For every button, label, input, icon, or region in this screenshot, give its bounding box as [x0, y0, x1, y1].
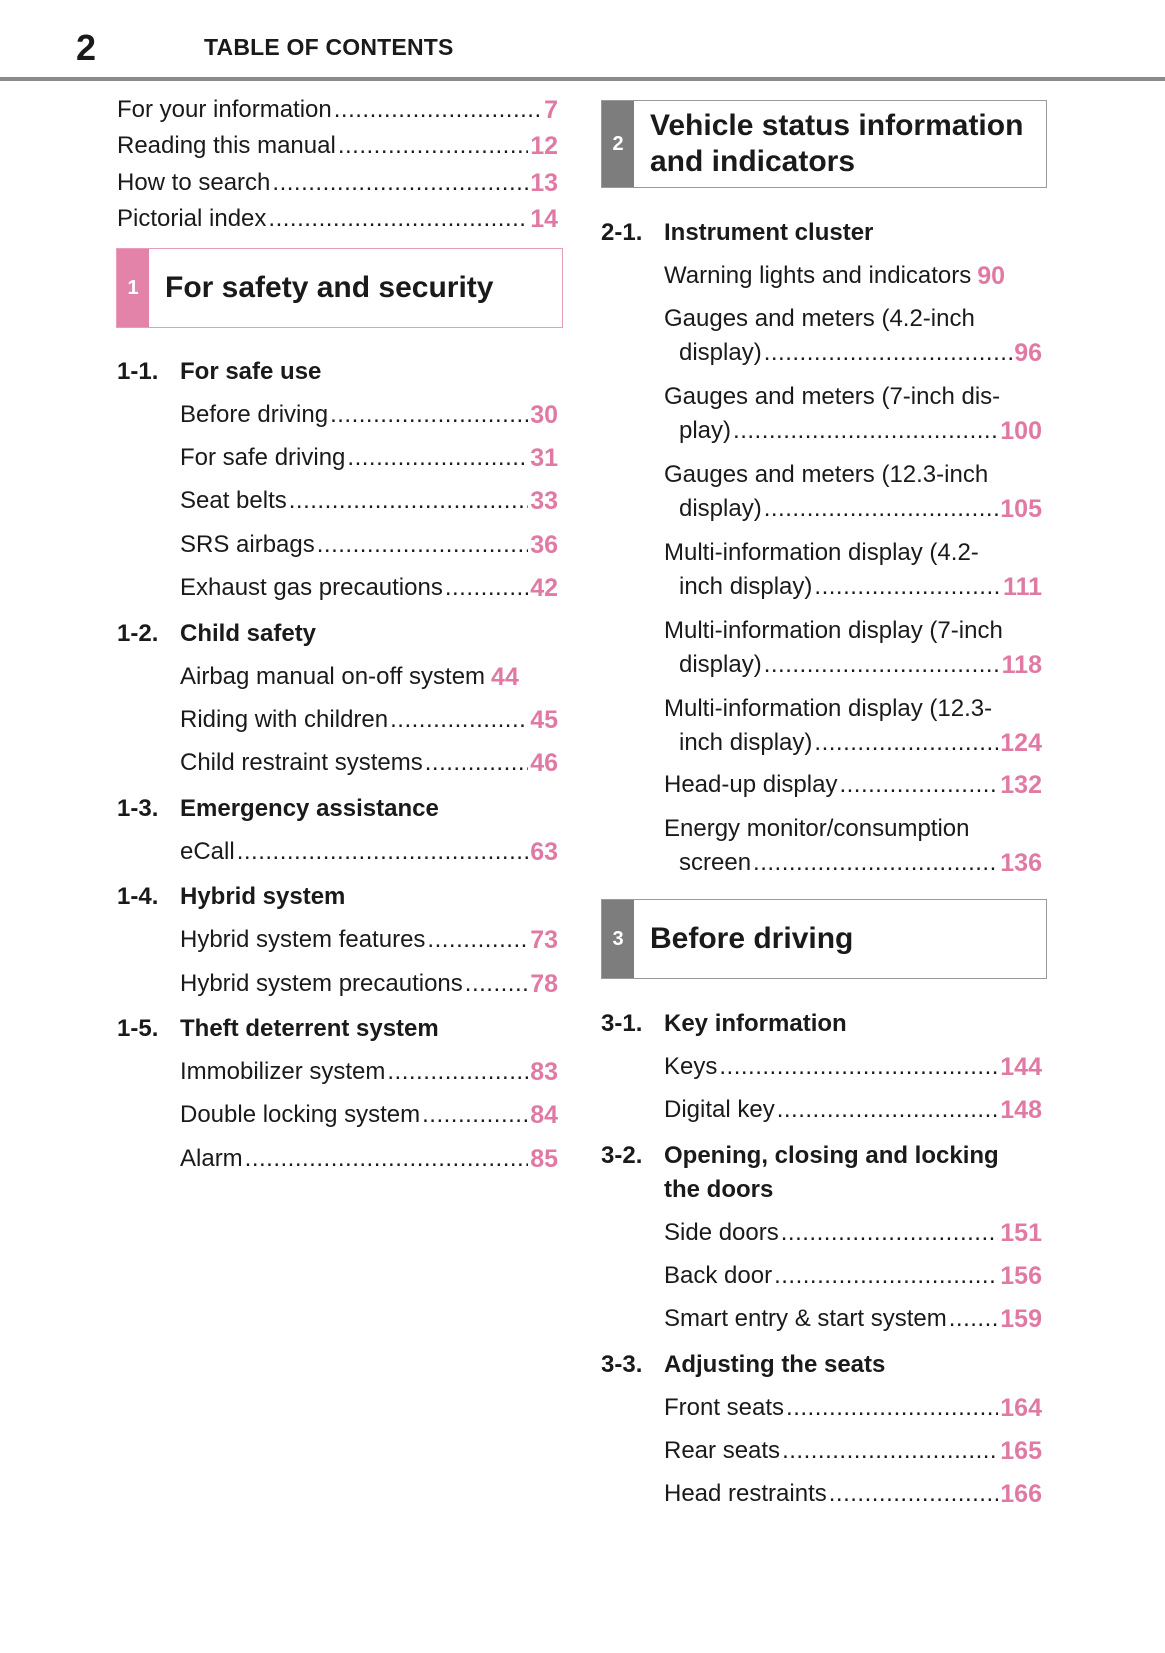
chapter-title-line1: Vehicle status information [650, 109, 1024, 142]
page-link[interactable]: 165 [1000, 1437, 1042, 1465]
entry-label: Airbag manual on-off system [180, 663, 486, 690]
entry-label-line1: Gauges and meters (4.2-inch [664, 305, 975, 332]
entry-label: Front seats [664, 1394, 785, 1421]
entry-label: Child restraint systems [180, 749, 423, 776]
page-link[interactable]: 105 [1000, 495, 1042, 523]
page-link[interactable]: 132 [1000, 771, 1042, 799]
toc-entry[interactable] [180, 528, 558, 562]
entry-label: Alarm [180, 1145, 243, 1172]
page-link[interactable]: 13 [530, 169, 558, 197]
dot-leader [245, 1142, 529, 1176]
dot-leader [781, 1216, 999, 1250]
toc-entry[interactable] [664, 1259, 1042, 1293]
entry-label: Head-up display [664, 771, 838, 798]
entry-label-line1: Multi-information display (7-inch [664, 617, 1003, 644]
toc-entry[interactable] [679, 648, 1042, 682]
chapter-2-header[interactable] [601, 100, 1047, 188]
section-title: Child safety [180, 620, 317, 647]
chapter-number-tab: 2 [602, 101, 634, 187]
dot-leader [814, 570, 1001, 604]
chapter-title [634, 101, 1023, 187]
entry-label: display) [679, 651, 762, 678]
section-heading-3-2[interactable] [601, 1139, 999, 1207]
entry-label-line1: Gauges and meters (12.3-inch [664, 461, 989, 488]
page-link[interactable]: 159 [1000, 1305, 1042, 1333]
section-title [664, 1139, 999, 1207]
page-link[interactable]: 14 [530, 205, 558, 233]
page-link[interactable]: 118 [1001, 651, 1042, 679]
page-link[interactable]: 111 [1003, 573, 1042, 601]
entry-label: Back door [664, 1262, 773, 1289]
section-number: 3-1. [601, 1010, 643, 1037]
page-link[interactable]: 164 [1000, 1394, 1042, 1422]
dot-leader [777, 1093, 999, 1127]
entry-label-line1: Energy monitor/consumption [664, 815, 970, 842]
entry-label: Reading this manual [117, 132, 336, 159]
toc-entry[interactable] [664, 1302, 1042, 1336]
entry-label-line1: Multi-information display (4.2- [664, 539, 979, 566]
dot-leader [445, 571, 528, 605]
entry-label: Warning lights and indicators [664, 262, 972, 289]
entry-label: Hybrid system features [180, 926, 426, 953]
toc-entry[interactable] [664, 1477, 1042, 1511]
section-number: 1-1. [117, 358, 159, 385]
toc-entry-how-to-search[interactable] [117, 166, 558, 200]
chapter-1-header[interactable] [116, 248, 563, 328]
entry-label: play) [679, 417, 732, 444]
entry-label: screen [679, 849, 752, 876]
dot-leader [338, 129, 528, 163]
page-link[interactable]: 100 [1000, 417, 1042, 445]
page-link[interactable]: 7 [544, 96, 558, 124]
toc-entry[interactable] [180, 441, 558, 475]
toc-entry[interactable] [180, 923, 558, 957]
entry-label: Double locking system [180, 1101, 421, 1128]
dot-leader [317, 528, 528, 562]
toc-entry[interactable] [180, 1098, 558, 1132]
section-title: Emergency assistance [180, 795, 439, 822]
entry-label: Digital key [664, 1096, 775, 1123]
page-link[interactable]: 33 [530, 487, 558, 515]
section-heading-1-4[interactable] [117, 880, 345, 914]
section-heading-3-1[interactable] [601, 1007, 847, 1041]
toc-entry[interactable] [180, 1055, 558, 1089]
chapter-title: For safety and security [165, 271, 494, 304]
page-link[interactable]: 124 [1000, 729, 1042, 757]
page-link[interactable]: 84 [530, 1101, 558, 1129]
dot-leader [268, 202, 528, 236]
entry-label: display) [679, 339, 762, 366]
dot-leader [465, 967, 528, 1001]
chapter-title: Before driving [650, 922, 854, 955]
entry-label: Head restraints [664, 1480, 827, 1507]
dot-leader [764, 336, 1012, 370]
entry-label: For your information [117, 96, 332, 123]
entry-label: eCall [180, 838, 235, 865]
entry-label: Pictorial index [117, 205, 267, 232]
page-link[interactable]: 12 [530, 132, 558, 160]
page-link[interactable]: 36 [530, 531, 558, 559]
dot-leader [427, 923, 528, 957]
page-link[interactable]: 144 [1000, 1053, 1042, 1081]
dot-leader [289, 484, 528, 518]
page-link[interactable]: 46 [530, 749, 558, 777]
toc-entry[interactable] [180, 484, 558, 518]
toc-entry[interactable] [664, 768, 1042, 802]
dot-leader [334, 93, 542, 127]
dot-leader [949, 1302, 999, 1336]
dot-leader [347, 441, 528, 475]
toc-entry[interactable] [664, 1050, 1042, 1084]
toc-entry-reading-this-manual[interactable] [117, 129, 558, 163]
dot-leader [839, 768, 998, 802]
section-heading-1-5[interactable] [117, 1012, 439, 1046]
section-heading-2-1[interactable] [601, 216, 873, 250]
toc-entry[interactable] [664, 1391, 1042, 1425]
entry-label: Seat belts [180, 487, 287, 514]
dot-leader [753, 846, 998, 880]
dot-leader [272, 166, 528, 200]
section-title: Hybrid system [180, 883, 346, 910]
section-title: For safe use [180, 358, 322, 385]
entry-label: Keys [664, 1053, 718, 1080]
entry-label: How to search [117, 169, 271, 196]
page-link[interactable]: 136 [1000, 849, 1042, 877]
dot-leader [330, 398, 528, 432]
page-link[interactable]: 151 [1000, 1219, 1042, 1247]
toc-entry[interactable] [679, 414, 1042, 448]
header-divider [0, 77, 1165, 81]
toc-entry[interactable] [679, 846, 1042, 880]
toc-entry[interactable] [180, 703, 558, 737]
dot-leader [786, 1391, 998, 1425]
dot-leader [422, 1098, 528, 1132]
entry-label: inch display) [679, 573, 813, 600]
toc-entry[interactable] [679, 492, 1042, 526]
section-title: Instrument cluster [664, 219, 874, 246]
page-link[interactable]: 96 [1014, 339, 1042, 367]
entry-label: Smart entry & start system [664, 1305, 947, 1332]
toc-entry[interactable] [180, 1142, 558, 1176]
section-title-line1: Opening, closing and locking [664, 1142, 999, 1169]
toc-entry[interactable] [180, 660, 558, 694]
section-number: 1-2. [117, 620, 159, 647]
dot-leader [782, 1434, 998, 1468]
entry-label-line1: Gauges and meters (7-inch dis- [664, 383, 1001, 410]
page-link[interactable]: 156 [1000, 1262, 1042, 1290]
chapter-title-line2: and indicators [650, 145, 856, 178]
dot-leader [774, 1259, 998, 1293]
entry-label: Side doors [664, 1219, 779, 1246]
page-link[interactable]: 83 [530, 1058, 558, 1086]
entry-label: Exhaust gas precautions [180, 574, 443, 601]
page-link[interactable]: 30 [530, 401, 558, 429]
dot-leader [764, 492, 999, 526]
page-link[interactable]: 42 [530, 574, 558, 602]
dot-leader [390, 703, 528, 737]
entry-label: SRS airbags [180, 531, 315, 558]
toc-entry[interactable] [180, 835, 558, 869]
toc-entry[interactable] [180, 746, 558, 780]
toc-entry[interactable] [679, 336, 1042, 370]
dot-leader [237, 835, 528, 869]
page-link[interactable]: 73 [530, 926, 558, 954]
page-link[interactable]: 45 [530, 706, 558, 734]
toc-entry[interactable] [180, 571, 558, 605]
chapter-number-tab: 3 [602, 900, 634, 978]
dot-leader [764, 648, 1000, 682]
entry-label: display) [679, 495, 762, 522]
entry-label: Hybrid system precautions [180, 970, 463, 997]
page-link[interactable]: 78 [530, 970, 558, 998]
toc-entry[interactable] [664, 259, 1042, 293]
section-title: Adjusting the seats [664, 1351, 886, 1378]
chapter-3-header[interactable] [601, 899, 1047, 979]
dot-leader [814, 726, 998, 760]
entry-label: Riding with children [180, 706, 389, 733]
toc-entry-pictorial-index[interactable] [117, 202, 558, 236]
dot-leader [829, 1477, 999, 1511]
toc-entry[interactable] [180, 398, 558, 432]
section-number: 3-3. [601, 1351, 643, 1378]
chapter-number-tab: 1 [117, 249, 149, 327]
toc-entry[interactable] [180, 967, 558, 1001]
section-number: 3-2. [601, 1142, 643, 1169]
page-link[interactable]: 63 [530, 838, 558, 866]
entry-label: Before driving [180, 401, 329, 428]
section-heading-1-2[interactable] [117, 617, 316, 651]
page-title: TABLE OF CONTENTS [204, 34, 454, 60]
toc-entry[interactable] [664, 1216, 1042, 1250]
dot-leader [387, 1055, 528, 1089]
entry-label: Immobilizer system [180, 1058, 386, 1085]
entry-label-line1: Multi-information display (12.3- [664, 695, 993, 722]
page-link[interactable]: 90 [977, 262, 1006, 290]
toc-entry-for-your-information[interactable] [117, 93, 558, 127]
section-title: Key information [664, 1010, 847, 1037]
dot-leader [719, 1050, 998, 1084]
section-number: 1-5. [117, 1015, 159, 1042]
section-heading-1-3[interactable] [117, 792, 439, 826]
page-link[interactable]: 166 [1000, 1480, 1042, 1508]
section-title: Theft deterrent system [180, 1015, 439, 1042]
page-number: 2 [76, 27, 97, 68]
page-link[interactable]: 148 [1000, 1096, 1042, 1124]
entry-label: inch display) [679, 729, 813, 756]
toc-entry[interactable] [679, 726, 1042, 760]
dot-leader [425, 746, 528, 780]
entry-label: For safe driving [180, 444, 346, 471]
page-link[interactable]: 44 [491, 663, 519, 691]
section-number: 1-3. [117, 795, 159, 822]
page-link[interactable]: 31 [530, 444, 558, 472]
section-number: 1-4. [117, 883, 159, 910]
toc-entry[interactable] [679, 570, 1042, 604]
page-link[interactable]: 85 [530, 1145, 558, 1173]
section-number: 2-1. [601, 219, 643, 246]
entry-label: Rear seats [664, 1437, 781, 1464]
section-heading-3-3[interactable] [601, 1348, 885, 1382]
toc-entry[interactable] [664, 1434, 1042, 1468]
toc-entry[interactable] [664, 1093, 1042, 1127]
dot-leader [733, 414, 998, 448]
section-title-line2: the doors [664, 1176, 774, 1203]
section-heading-1-1[interactable] [117, 355, 321, 389]
